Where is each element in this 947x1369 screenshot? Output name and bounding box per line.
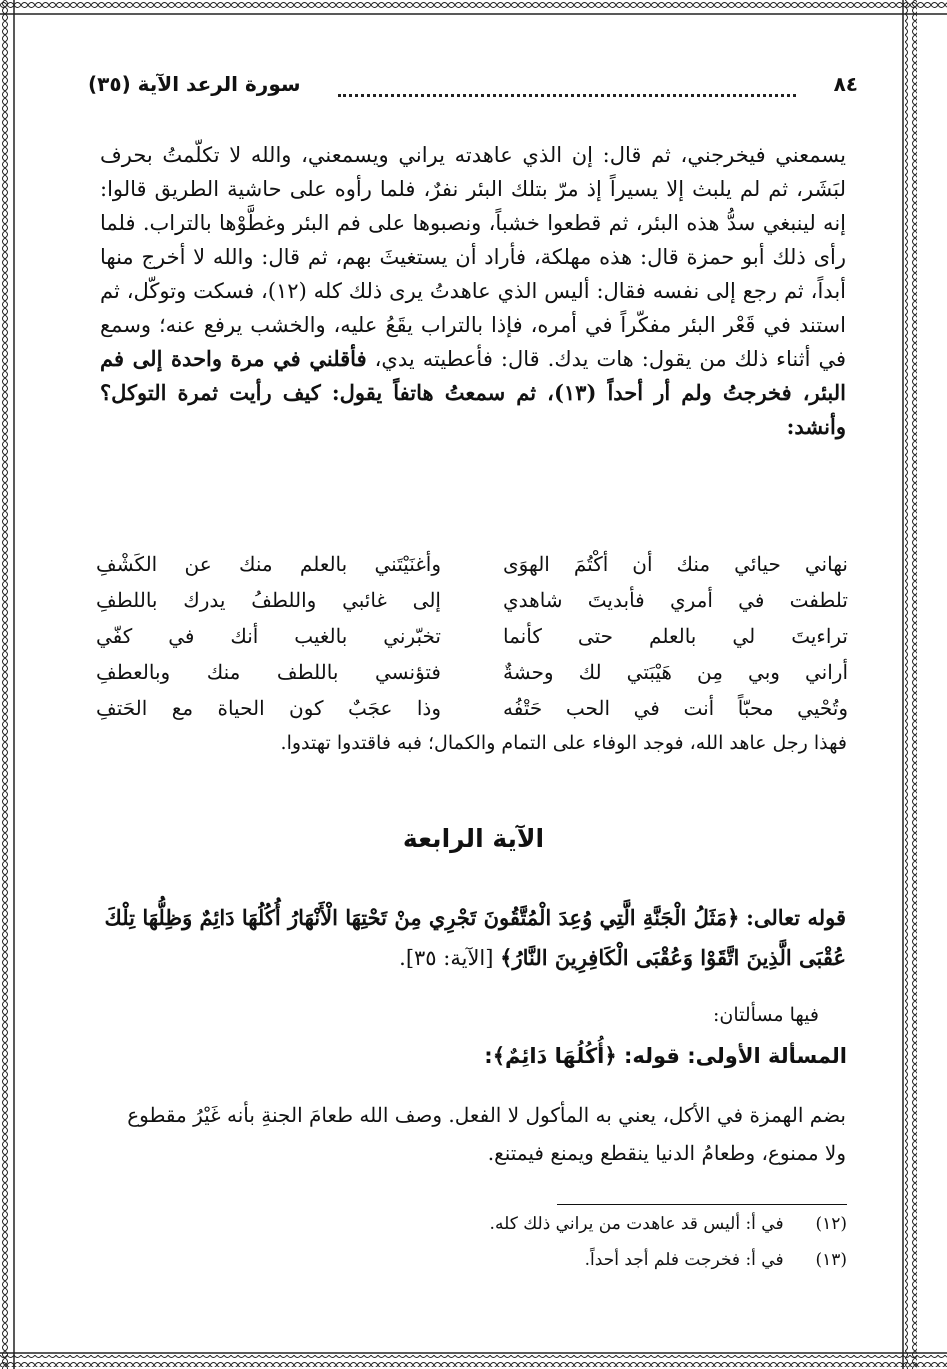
poem-second-hemistich: وأغنَيْتَني بالعلم منك عن الكَشْفِ — [96, 552, 441, 576]
footnote-number: (١٢) — [815, 1214, 847, 1234]
paragraph-bold-text: فأقلني في مرة واحدة إلى فم البئر، فخرجتُ ولم أر أحداً (١٣)، ثم سمعتُ هاتفاً يقول: كيف رأيت ثمرة التوكل؟ وأنشد: — [100, 346, 846, 439]
poem-first-hemistich: تلطفت في أمري فأبديتَ شاهدي — [503, 588, 848, 612]
questions-count: فيها مسألتان: — [713, 1004, 819, 1026]
first-question-heading: المسألة الأولى: قوله: ﴿أُكُلُهَا دَائِمٌ﴾: — [484, 1044, 847, 1068]
section-heading: الآية الرابعة — [402, 824, 545, 853]
quran-verse-text: ﴿مَثَلُ الْجَنَّةِ الَّتِي وُعِدَ الْمُتَّقُونَ تَجْرِي مِنْ تَحْتِهَا الْأَنْهَارُ أُكُلُهَا دَائِمٌ وَظِلُّهَا تِلْكَ عُقْبَى الَّذِينَ اتَّقَوْا وَعُقْبَى الْكَافِرِينَ النَّارُ﴾ — [104, 905, 846, 970]
header-leader-dots — [338, 94, 796, 97]
footnote — [287, 1214, 847, 1234]
poem-second-hemistich: فتؤنسي باللطف منك وبالعطفِ — [96, 660, 441, 684]
page-number: ٨٤ — [833, 72, 858, 96]
closing-line: فهذا رجل عاهد الله، فوجد الوفاء على التمام والكمال؛ فبه فاقتدوا تهتدوا. — [280, 732, 847, 754]
running-header — [88, 70, 858, 106]
paragraph-text: يسمعني فيخرجني، ثم قال: إن الذي عاهدته يراني ويسمعني، والله لا تكلّمتُ بحرف لبَشَر، ثم لم يلبث إلا يسيراً إذ مرّ بتلك البئر نفرٌ، فلما رأوه على حاشية الطريق قالوا: إنه لينبغي سدُّ هذه البئر، ثم قطعوا خشباً، ونصبوها على فم البئر وغطَّوْها بالتراب. فلما رأى ذلك أبو حمزة قال: هذه مهلكة، فأراد أن يستغيثَ بهم، ثم قال: والله لا أخرج منها أبداً، ثم رجع إلى نفسه فقال: أليس الذي عاهدتُ يرى ذلك كله (١٢)، فسكت وتوكّل، ثم استند في قَعْر البئر مفكّراً في أمره، فإذا بالتراب يقَعُ عليه، والخشب يرفع عنه؛ وسمع في أثناء ذلك من يقول: هات يدك. قال: فأعطيته يدي، — [100, 143, 846, 371]
poem-first-hemistich: تراءيتَ لي بالعلم حتى كأنما — [503, 624, 848, 648]
poem — [96, 552, 848, 732]
poem-verse — [96, 552, 848, 588]
footnote-number: (١٣) — [815, 1250, 847, 1270]
poem-second-hemistich: إلى غائبي واللطفُ يدرك باللطفِ — [96, 588, 441, 612]
poem-verse — [96, 588, 848, 624]
poem-first-hemistich: أراني وبي مِن هَيْبَتي لك وحشةٌ — [503, 660, 848, 684]
explanation-paragraph: بضم الهمزة في الأكل، يعني به المأكول لا الفعل. وصف الله طعامَ الجنةِ بأنه غَيْرُ مقطوع ولا ممنوع، وطعامُ الدنيا ينقطع ويمنع فيمتنع. — [127, 1103, 846, 1165]
poem-verse — [96, 660, 848, 696]
poem-second-hemistich: وذا عجَبٌ كون الحياة مع الحَتفِ — [96, 696, 441, 720]
verse-lead: قوله تعالى: — [746, 905, 846, 930]
narrative-paragraph — [100, 138, 846, 444]
poem-second-hemistich: تخبّرني بالغيب أنك في كفّي — [96, 624, 441, 648]
poem-verse — [96, 624, 848, 660]
footnote-text: في أ: أليس قد عاهدت من يراني ذلك كله. — [489, 1214, 784, 1234]
poem-first-hemistich: نهاني حيائي منك أن أكْتُمَ الهوَى — [503, 552, 848, 576]
verse-citation: [الآية: ٣٥]. — [399, 946, 494, 970]
running-title: سورة الرعد الآية (٣٥) — [88, 72, 301, 96]
poem-first-hemistich: وتُحْيي محبّاً أنت في الحب حَتْفُه — [503, 696, 848, 720]
poem-verse — [96, 696, 848, 732]
quran-verse-paragraph — [100, 898, 846, 978]
footnote — [287, 1250, 847, 1270]
footnote-separator — [557, 1204, 847, 1205]
footnote-text: في أ: فخرجت فلم أجد أحداً. — [584, 1250, 784, 1270]
